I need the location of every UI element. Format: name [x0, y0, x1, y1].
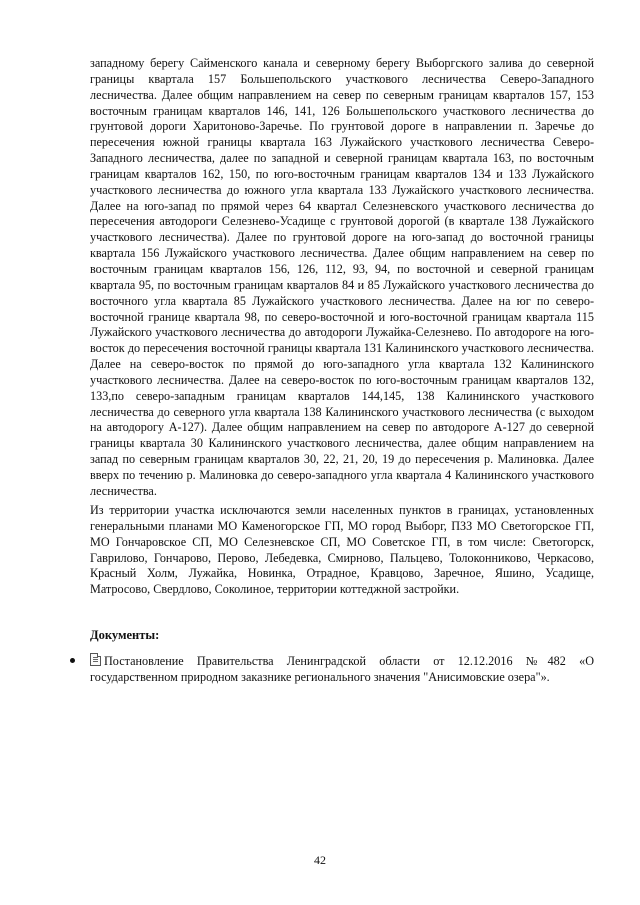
exclusions-paragraph: Из территории участка исключаются земли населенных пунктов в границах, установленных генеральными планами МО Каменогорское ГП, МО город Выборг, ПЗЗ МО Светогорское ГП, МО Гончаровское СП, МО Селезневское СП, МО Советское ГП, в том числе: Светогорск, Гаврилово, Гончарово, Перово, Лебедевка, Смирново, Пальцево, Толоконниково, Черкасово, Красный Холм, Лужайка, Новинка, Отрадное, Кравцово, Заречное, Яшино, Усадище, Матросово, Свердлово, Соколиное, территории коттеджной застройки.: [90, 503, 594, 597]
list-item: [70, 653, 594, 686]
document-link-text[interactable]: Постановление Правительства Ленинградской области от 12.12.2016 №482 «О государственном природном заказнике регионального значения "Анисимовские озера"».: [90, 654, 594, 684]
page-number: 42: [314, 853, 326, 867]
document-icon[interactable]: [90, 653, 101, 666]
documents-list: [70, 653, 594, 686]
document-link[interactable]: [90, 653, 594, 686]
bullet-icon: [70, 658, 75, 663]
documents-heading: Документы:: [90, 628, 160, 642]
boundary-description-paragraph: западному берегу Сайменского канала и северному берегу Выборгского залива до северной границы квартала 157 Большепольского участкового лесничества Северо-Западного лесничества. Далее общим направлением на север по северным границам кварталов 157, 153 восточным границам кварталов 146, 141, 126 Большепольского участкового лесничества до грунтовой дороги Харитоново-Заречье. По грунтовой дороге в направлении п. Заречье до пересечения южной границы квартала 163 Лужайского участкового лесничества Северо-Западного лесничества, далее по западной и северной границам квартала 163, по восточным границам кварталов 162, 150, по юго-восточным границам кварталов 134 и 133 Лужайского участкового лесничества до южного угла квартала 133 Лужайского участкового лесничества. Далее на юго-запад по прямой через 64 квартал Селезневского участкового лесничества до пересечения автодороги Селезнево-Усадище с грунтовой дорогой (в квартале 138 Лужайского участкового лесничества). Далее по грунтовой дороге на юго-запад до восточной границы квартала 156 Лужайского участкового лесничества. Далее общим направлением на север по восточным границам кварталов 156, 126, 112, 93, 94, по восточной и северной границам квартала 95, по восточным границам кварталов 84 и 85 Лужайского участкового лесничества до восточного угла квартала 85 Лужайского участкового лесничества. Далее на юг по северо-восточной границе квартала 98, по северо-восточной и юго-восточной границам квартала 115 Лужайского участкового лесничества до автодороги Лужайка-Селезнево. По автодороге на юго-восток до пересечения восточной границы квартала 131 Калининского участкового лесничества. Далее на северо-восток по прямой до юго-западного угла квартала 132 Калининского участкового лесничества. Далее на северо-восток по юго-восточным границам кварталов 132, 133,по северо-западным границам кварталов 144,145, 138 Калининского участкового лесничества до северного угла квартала 138 Калининского участкового лесничества (с выходом на автодорогу А-127). Далее общим направлением на север по автодороге А-127 до северной границы квартала 30 Калининского участкового лесничества, далее общим направлением на запад по северным границам кварталов 30, 22, 21, 20, 19 до пересечения р. Малиновка. Далее вверх по течению р. Малиновка до северо-западного угла квартала 4 Калининского участкового лесничества.: [90, 56, 594, 498]
